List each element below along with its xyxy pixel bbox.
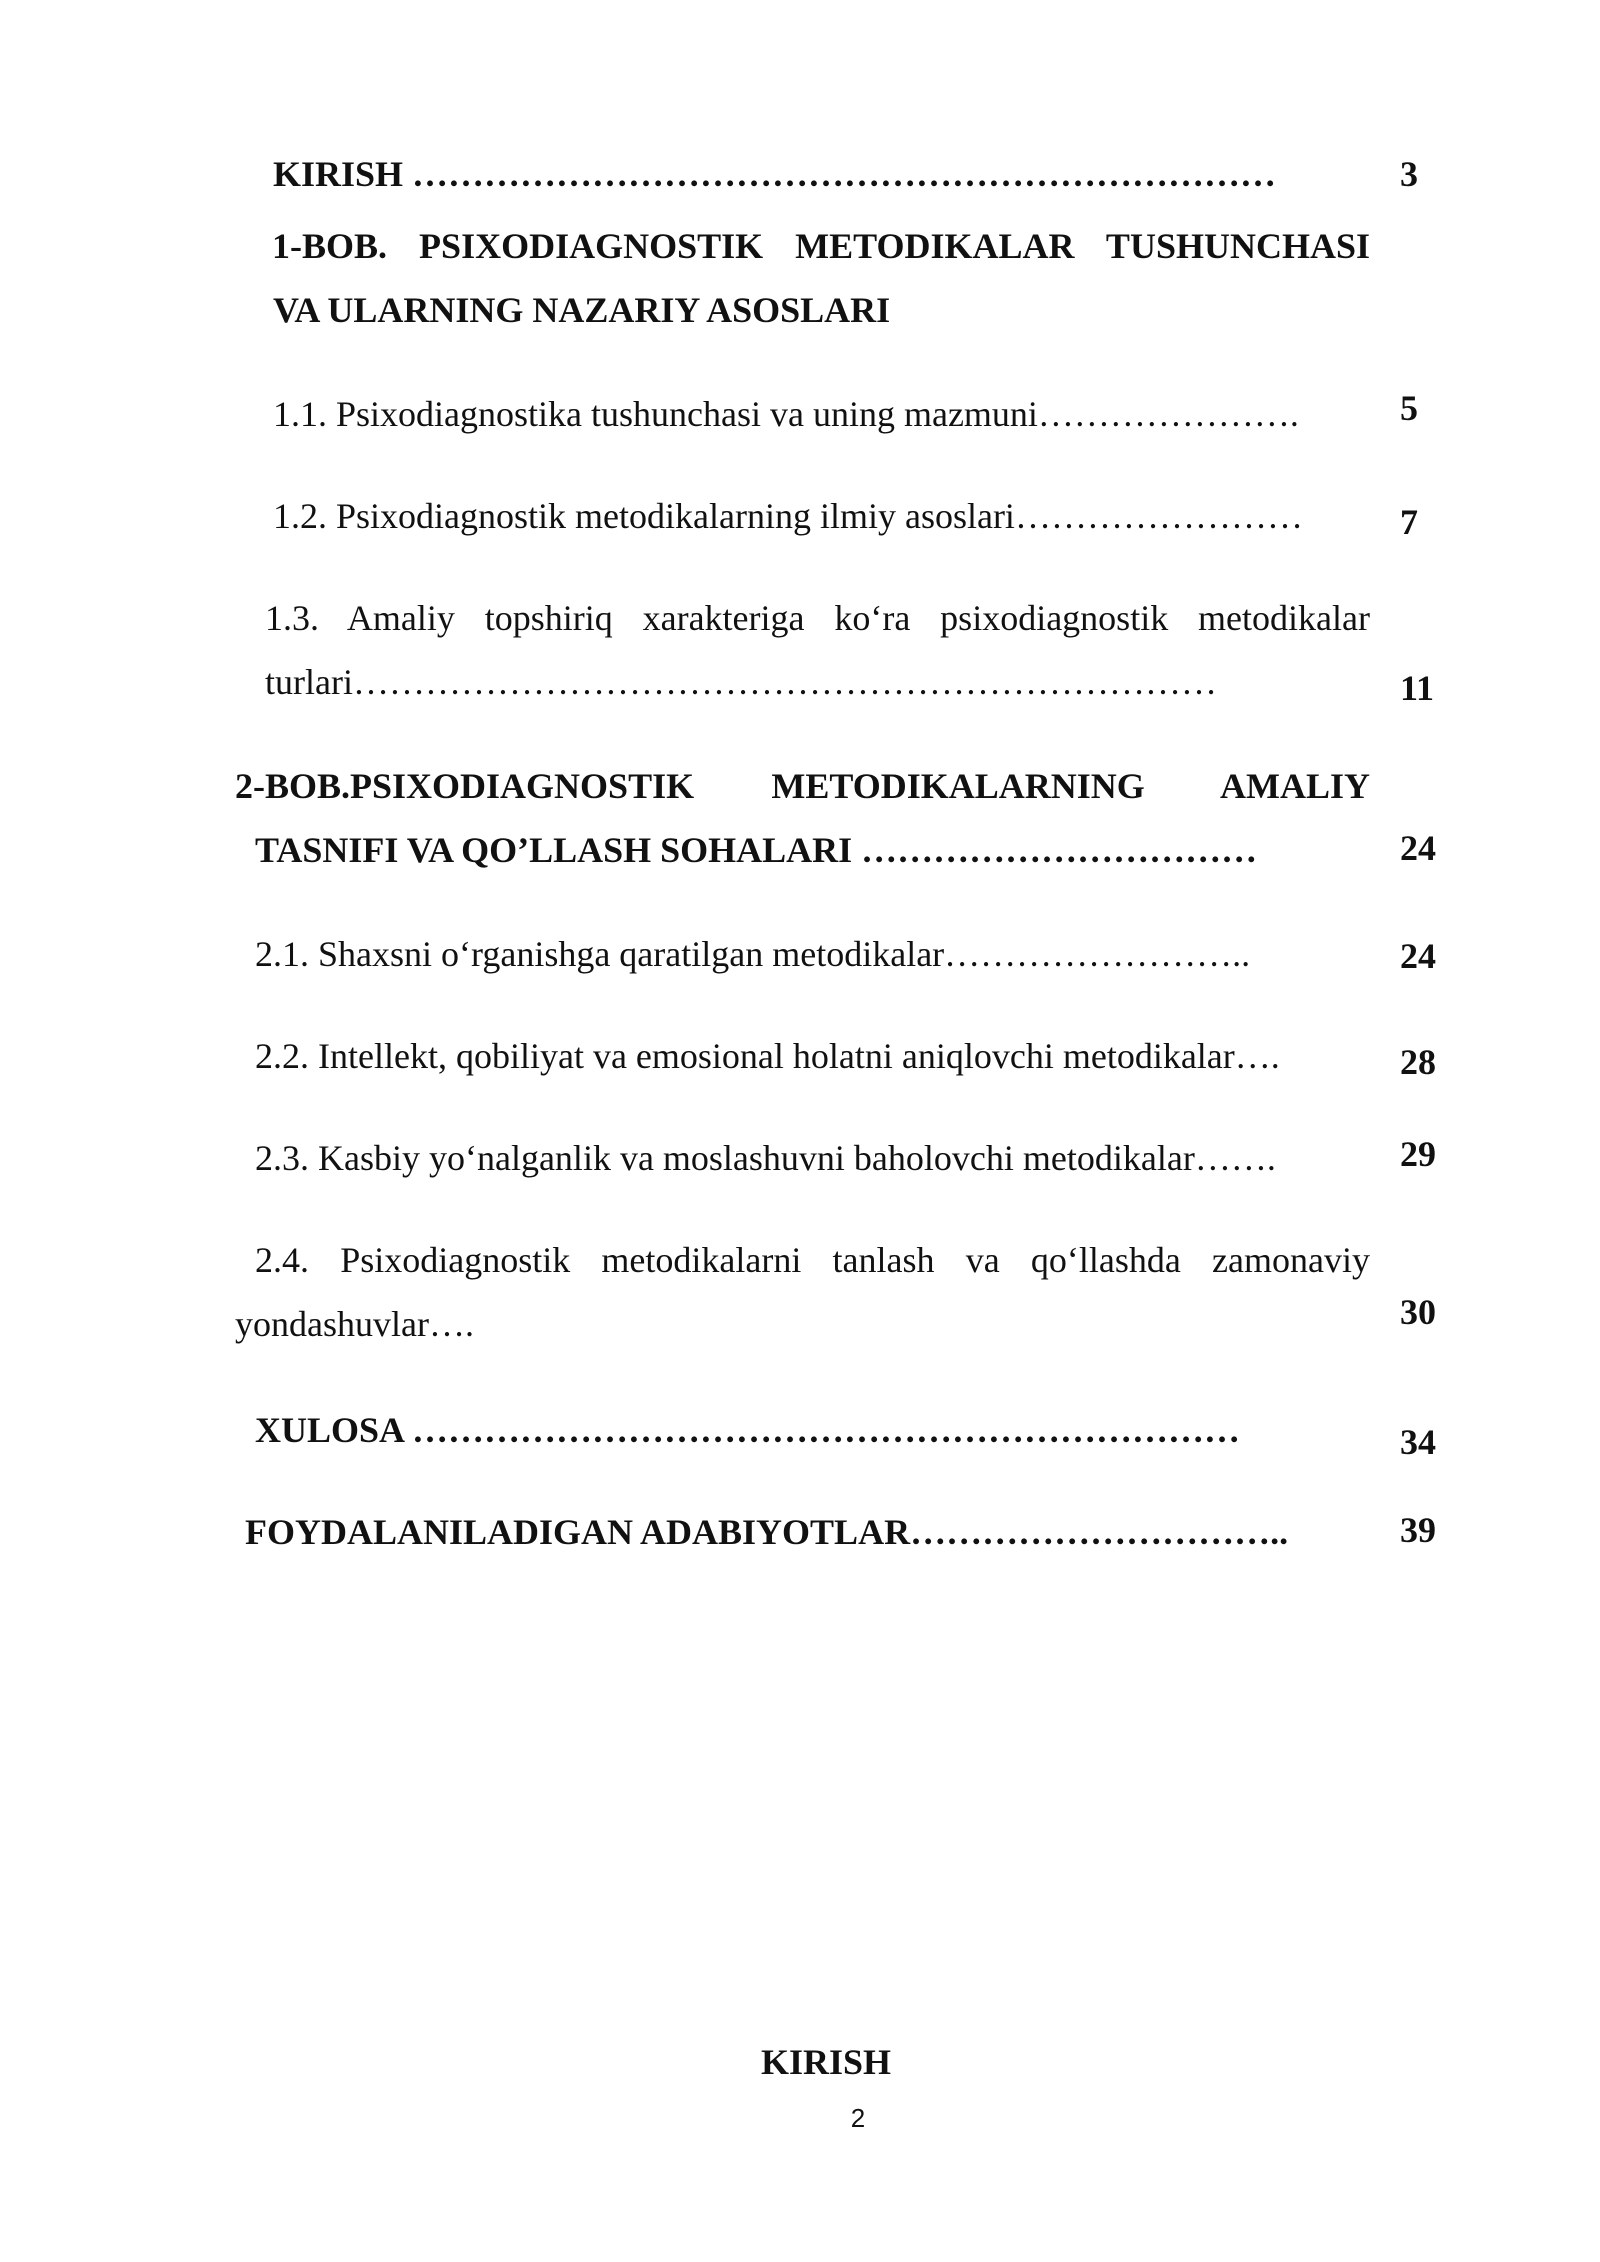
toc-page-chapter2: 24 [1400, 828, 1436, 868]
toc-chapter2-line1: 2-BOB.PSIXODIAGNOSTIK METODIKALARNING AMALIY [235, 766, 1370, 806]
toc-entry-2-3: 2.3. Kasbiy yo‘nalganlik va moslashuvni baholovchi metodikalar……. [255, 1138, 1276, 1178]
toc-entry-2-1: 2.1. Shaxsni o‘rganishga qaratilgan metodikalar…………………….. [255, 934, 1251, 974]
toc-entry-2-2: 2.2. Intellekt, qobiliyat va emosional holatni aniqlovchi metodikalar…. [255, 1036, 1280, 1076]
toc-page-1-3: 11 [1400, 668, 1435, 708]
toc-entry-xulosa: XULOSA …………………………………………………………… [255, 1410, 1241, 1450]
toc-chapter2-line2: TASNIFI VA QO’LLASH SOHALARI …………………………… [255, 830, 1258, 870]
toc-entry-1-2: 1.2. Psixodiagnostik metodikalarning ilmiy asoslari…………………… [273, 496, 1303, 536]
toc-page-2-3: 29 [1400, 1134, 1436, 1174]
toc-page-2-1: 24 [1400, 936, 1436, 976]
toc-page-1-1: 5 [1400, 388, 1418, 428]
toc-chapter1-line1: 1-BOB. PSIXODIAGNOSTIK METODIKALAR TUSHUNCHASI [272, 226, 1370, 266]
toc-page-2-4: 30 [1400, 1292, 1436, 1332]
toc-entry-2-4-line1: 2.4. Psixodiagnostik metodikalarni tanlash va qo‘llashda zamonaviy [255, 1240, 1370, 1280]
toc-page-kirish: 3 [1400, 154, 1418, 194]
toc-page-1-2: 7 [1400, 502, 1418, 542]
toc-entry-adabiyotlar: FOYDALANILADIGAN ADABIYOTLAR………………………….. [245, 1512, 1289, 1552]
next-page-heading: KIRISH [760, 2042, 892, 2082]
toc-entry-2-4-line2: yondashuvlar…. [235, 1304, 474, 1344]
toc-chapter1-line2: VA ULARNING NAZARIY ASOSLARI [273, 290, 891, 330]
toc-entry-1-3-line1: 1.3. Amaliy topshiriq xarakteriga ko‘ra psixodiagnostik metodikalar [265, 598, 1370, 638]
toc-entry-1-1: 1.1. Psixodiagnostika tushunchasi va uning mazmuni…………………. [273, 394, 1299, 434]
toc-entry-kirish: KIRISH ……………………………………………………………… [273, 154, 1277, 194]
toc-page-xulosa: 34 [1400, 1422, 1436, 1462]
toc-entry-1-3-line2: turlari……………………………………………………………… [265, 662, 1217, 702]
toc-page-2-2: 28 [1400, 1042, 1436, 1082]
page-number: 2 [850, 2103, 866, 2133]
toc-page-adabiyotlar: 39 [1400, 1510, 1436, 1550]
